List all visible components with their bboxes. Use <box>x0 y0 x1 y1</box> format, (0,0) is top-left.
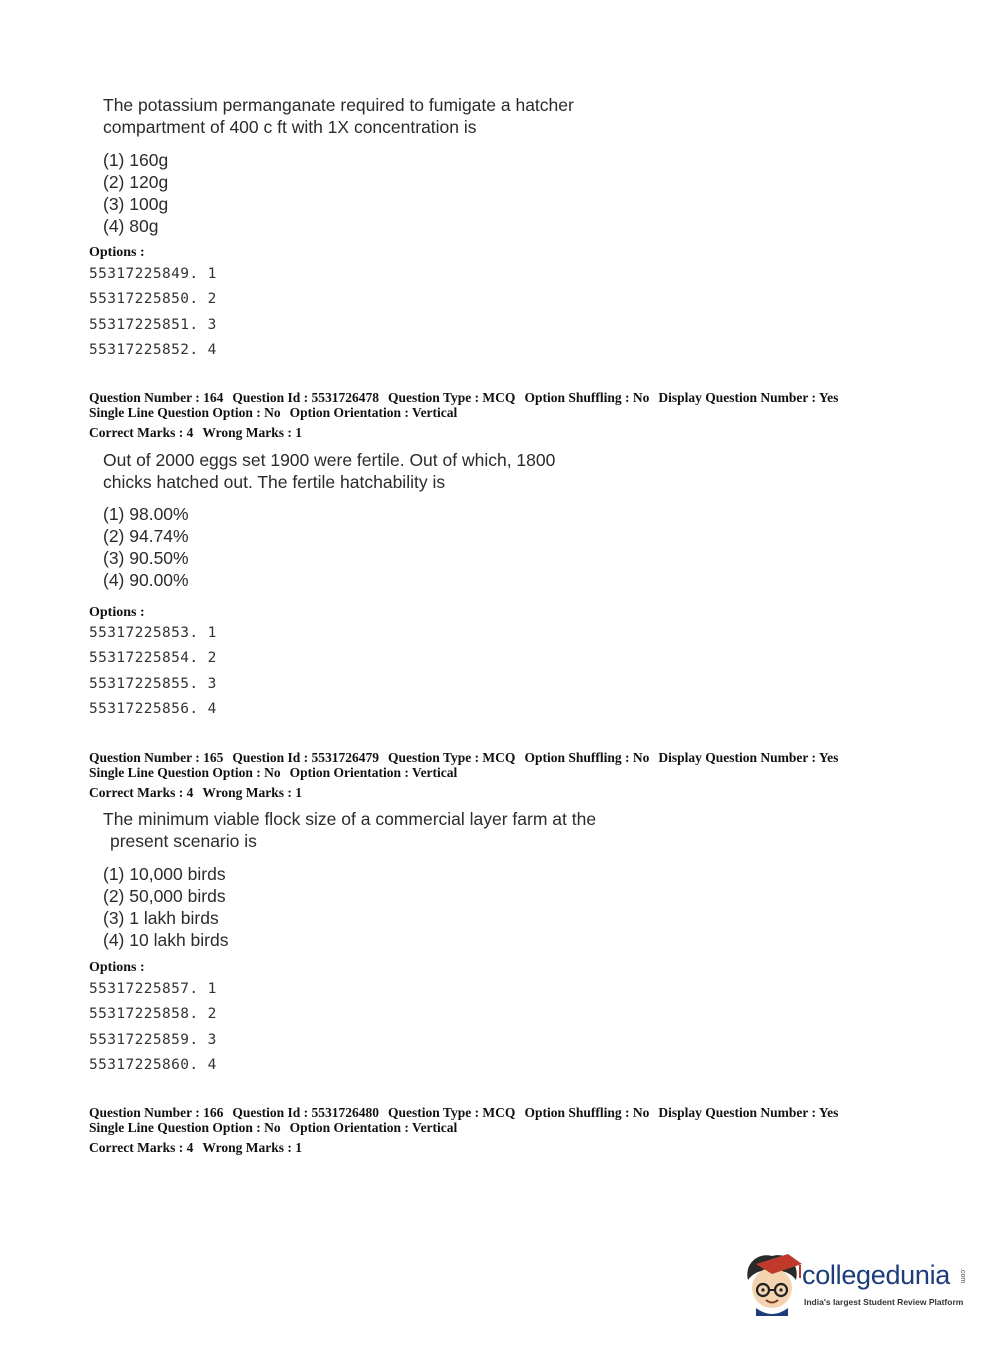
meta-line <box>89 750 838 765</box>
choice-item: (3) 90.50% <box>103 548 189 568</box>
question-id: Question Id : 5531726478 <box>232 390 380 405</box>
wrong-marks: Wrong Marks : 1 <box>202 425 302 440</box>
question-number: Question Number : 166 <box>89 1105 224 1120</box>
question-165-choices <box>103 863 228 951</box>
single-line-option: Single Line Question Option : No <box>89 1120 281 1135</box>
option-id: 55317225852. 4 <box>89 341 217 358</box>
question-166-meta <box>89 1105 838 1155</box>
question-165-text <box>103 809 596 852</box>
question-text-line: The minimum viable flock size of a commercial layer farm at the <box>103 809 597 829</box>
question-id: Question Id : 5531726480 <box>232 1105 380 1120</box>
collegedunia-logo <box>742 1250 967 1320</box>
option-orientation: Option Orientation : Vertical <box>289 405 458 420</box>
wrong-marks: Wrong Marks : 1 <box>202 1140 302 1155</box>
question-number: Question Number : 164 <box>89 390 224 405</box>
meta-line <box>89 405 838 420</box>
options-label: Options : <box>89 605 145 620</box>
option-id: 55317225857. 1 <box>89 981 217 997</box>
question-165-meta <box>89 750 838 800</box>
question-text-line: The potassium permanganate required to fumigate a hatcher <box>103 95 574 115</box>
question-type: Question Type : MCQ <box>388 1105 516 1120</box>
option-orientation: Option Orientation : Vertical <box>289 1120 458 1135</box>
wrong-marks: Wrong Marks : 1 <box>202 785 302 800</box>
meta-line <box>89 765 838 780</box>
question-text-line: chicks hatched out. The fertile hatchability is <box>103 471 446 492</box>
question-165-options <box>89 977 217 1078</box>
meta-line <box>89 1120 838 1135</box>
meta-line <box>89 1105 838 1120</box>
correct-marks: Correct Marks : 4 <box>89 1140 194 1155</box>
mascot-icon <box>742 1250 804 1320</box>
display-question-number: Display Question Number : Yes <box>658 750 839 765</box>
option-id: 55317225855. 3 <box>89 675 217 692</box>
option-id: 55317225860. 4 <box>89 1056 217 1073</box>
brand-tagline: India's largest Student Review Platform <box>804 1297 964 1307</box>
brand-domain: .com <box>959 1268 966 1284</box>
option-shuffling: Option Shuffling : No <box>524 390 650 405</box>
correct-marks: Correct Marks : 4 <box>89 785 194 800</box>
question-164-text <box>103 450 555 493</box>
question-163-text <box>103 95 574 138</box>
marks-line <box>89 425 838 440</box>
meta-line <box>89 390 838 405</box>
question-text-line: compartment of 400 c ft with 1X concentration is <box>103 116 477 137</box>
display-question-number: Display Question Number : Yes <box>658 1105 839 1120</box>
choice-item: (4) 10 lakh birds <box>103 930 229 950</box>
question-number: Question Number : 165 <box>89 750 224 765</box>
question-type: Question Type : MCQ <box>388 750 516 765</box>
correct-marks: Correct Marks : 4 <box>89 425 194 440</box>
choice-item: (1) 98.00% <box>103 504 189 524</box>
choice-item: (2) 50,000 birds <box>103 886 226 906</box>
options-label: Options : <box>89 960 145 975</box>
choice-item: (4) 90.00% <box>103 570 189 590</box>
option-id: 55317225849. 1 <box>89 266 217 282</box>
option-id: 55317225851. 3 <box>89 316 217 333</box>
option-id: 55317225854. 2 <box>89 650 217 667</box>
choice-item: (2) 94.74% <box>103 526 189 546</box>
marks-line <box>89 785 838 800</box>
choice-item: (3) 100g <box>103 194 169 214</box>
question-164-choices <box>103 503 189 591</box>
question-text-line: Out of 2000 eggs set 1900 were fertile. Out of which, 1800 <box>103 450 556 470</box>
options-label: Options : <box>89 245 145 260</box>
single-line-option: Single Line Question Option : No <box>89 765 281 780</box>
choice-item: (1) 10,000 birds <box>103 864 226 884</box>
option-id: 55317225850. 2 <box>89 291 217 308</box>
question-164-options <box>89 621 217 722</box>
marks-line <box>89 1140 838 1155</box>
option-shuffling: Option Shuffling : No <box>524 1105 650 1120</box>
option-shuffling: Option Shuffling : No <box>524 750 650 765</box>
question-163-options <box>89 262 217 363</box>
question-163-choices <box>103 149 168 237</box>
choice-item: (4) 80g <box>103 216 159 236</box>
option-id: 55317225853. 1 <box>89 625 217 641</box>
brand-name: collegedunia <box>802 1260 951 1290</box>
question-type: Question Type : MCQ <box>388 390 516 405</box>
option-id: 55317225856. 4 <box>89 700 217 717</box>
option-orientation: Option Orientation : Vertical <box>289 765 458 780</box>
choice-item: (3) 1 lakh birds <box>103 908 219 928</box>
display-question-number: Display Question Number : Yes <box>658 390 839 405</box>
choice-item: (1) 160g <box>103 150 169 170</box>
option-id: 55317225858. 2 <box>89 1006 217 1023</box>
question-164-meta <box>89 390 838 440</box>
question-id: Question Id : 5531726479 <box>232 750 380 765</box>
option-id: 55317225859. 3 <box>89 1031 217 1048</box>
question-text-line: present scenario is <box>110 830 257 851</box>
choice-item: (2) 120g <box>103 172 169 192</box>
single-line-option: Single Line Question Option : No <box>89 405 281 420</box>
